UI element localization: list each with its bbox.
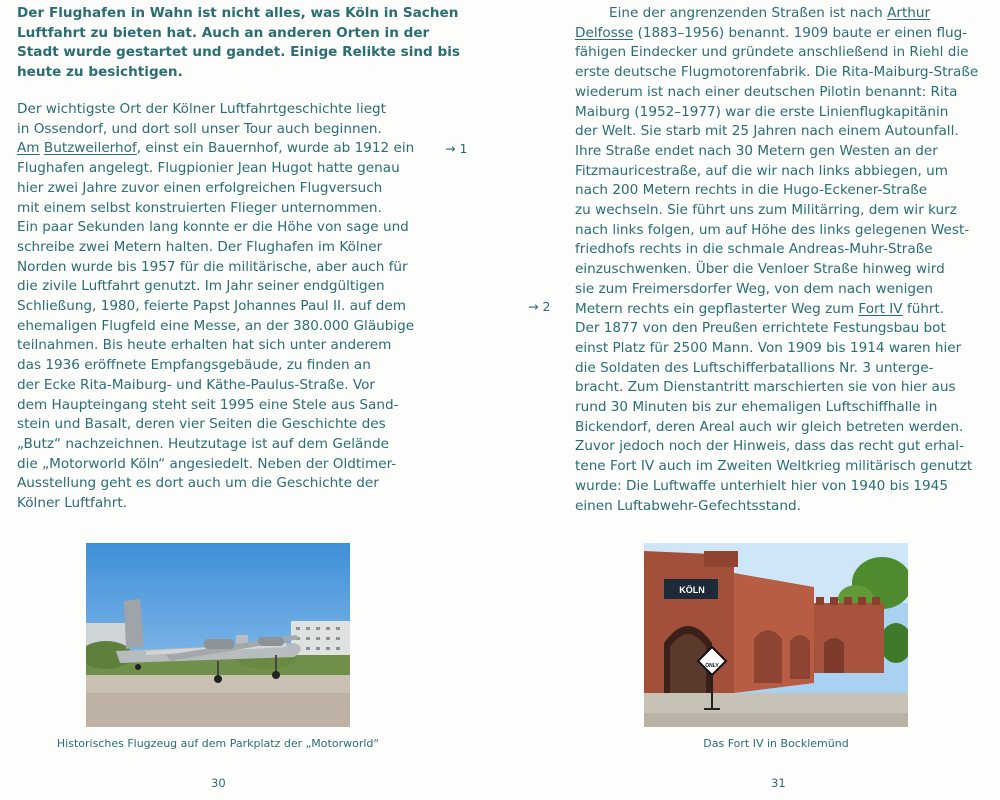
fort-placard-text: ONLY [705,663,719,669]
link-butzweilerhof[interactable]: Butzweilerhof [43,140,137,157]
body-text-left: Der wichtigste Ort der Kölner Luftfahrtgeschichte liegt in Ossendorf, und dort soll unser Tour auch beginnen. Am Butzweilerhof, einst ein Bauernhof, wurde ab 1912 ein Flughafen angelegt. Flugpionier Jean Hugot hatte genau hier zwei Jahre zuvor einen erfolgreichen Flugversuch mit einem selbst konstruierten Flieger unternommen. Ein paar Sekunden lang konnte er die Höhe von sage und schreibe zwei Metern halten. Der Flughafen im Kölner Norden wurde bis 1957 für die militärische, aber auch für die zivile Luftfahrt genutzt. Im Jahr seiner endgültigen Schließung, 1980, feierte Papst Johannes Paul II. auf dem ehemaligen Flugfeld eine Messe, an der 380.000 Gläubige teilnahmen. Bis heute erhalten hat sich unter anderem das 1936 eröffnete Empfangsgebäude, zu finden an der Ecke Rita-Maiburg- und Käthe-Paulus-Straße. Vor dem Haupteingang steht seit 1995 eine Stele aus Sand- stein und Basalt, deren vier Seiten die Geschichte des „Butz“ nachzeichnen. Heutzutage ist auf dem Gelände die „Motorworld Köln“ angesiedelt. Neben der Oldtimer- Ausstellung geht es dort auch um die Geschichte der Kölner Luftfahrt. [17,101,415,512]
link-am[interactable]: Am [17,140,40,157]
page-number-right: 31 [771,776,786,790]
fort-sign-text: KÖLN [679,585,705,595]
link-fort-iv[interactable]: Fort IV [858,300,903,317]
body-text-right: Eine der angrenzenden Straßen ist nach Arthur Delfosse (1883–1956) benannt. 1909 baute er einen flug- fähigen Eindecker und gründete anschließend in Riehl die erste deutsche Flugmotorenfabrik. Die Rita-Maiburg-Straße wiederum ist nach einer deutschen Pilotin benannt: Rita Maiburg (1952–1977) war die erste Linienflugkapitänin der Welt. Sie starb mit 25 Jahren nach einem Autounfall. Ihre Straße endet nach 30 Metern gen Westen an der Fitzmauricestraße, auf die wir nach links abbiegen, um nach 200 Metern rechts in die Hugo-Eckener-Straße zu wechseln. Sie führt uns zum Militärring, dem wir kurz nach links folgen, um auf Höhe des links gelegenen West- friedhofs rechts in die schmale Andreas-Muhr-Straße einzuschwenken. Über die Venloer Straße hinweg wird sie zum Freimersdorfer Weg, von dem nach wenigen Metern rechts ein gepflasterter Weg zum Fort IV führt. Der 1877 von den Preußen errichtete Festungsbau bot einst Platz für 2500 Mann. Von 1909 bis 1914 waren hier die Soldaten des Luftschifferbatallions Nr. 3 unterge- bracht. Zum Dienstantritt marschierten sie von hier aus rund 30 Minuten bis zur ehemaligen Luftschiffhalle in Bickendorf, deren Areal auch wir gleich betreten werden. Zuvor jedoch noch der Hinweis, dass das recht gut erhal- tene Fort IV auch im Zweiten Weltkrieg militärisch genutzt wurde: Die Luftwaffe unterhielt hier von 1940 bis 1945 einen Luftabwehr-Gefechtsstand. [575,5,979,514]
right-page [500,0,1000,800]
link-delfosse[interactable]: Delfosse [575,24,634,41]
caption-fort: Das Fort IV in Bocklemünd [703,737,849,750]
airplane-photo [86,543,350,727]
lead-paragraph: Der Flughafen in Wahn ist nicht alles, was Köln in Sachen Luftfahrt zu bieten hat. Auch an anderen Orten in der Stadt wurde gestartet und gandet. Einige Relikte sind bis heute zu besichtigen. [17,5,460,80]
link-arthur[interactable]: Arthur [887,5,931,21]
page-number-left: 30 [211,776,226,790]
route-marker-2: → 2 [528,299,551,314]
route-marker-1: → 1 [445,141,468,156]
fort-photo [644,543,908,727]
caption-airplane: Historisches Flugzeug auf dem Parkplatz der „Motorworld“ [56,737,380,750]
